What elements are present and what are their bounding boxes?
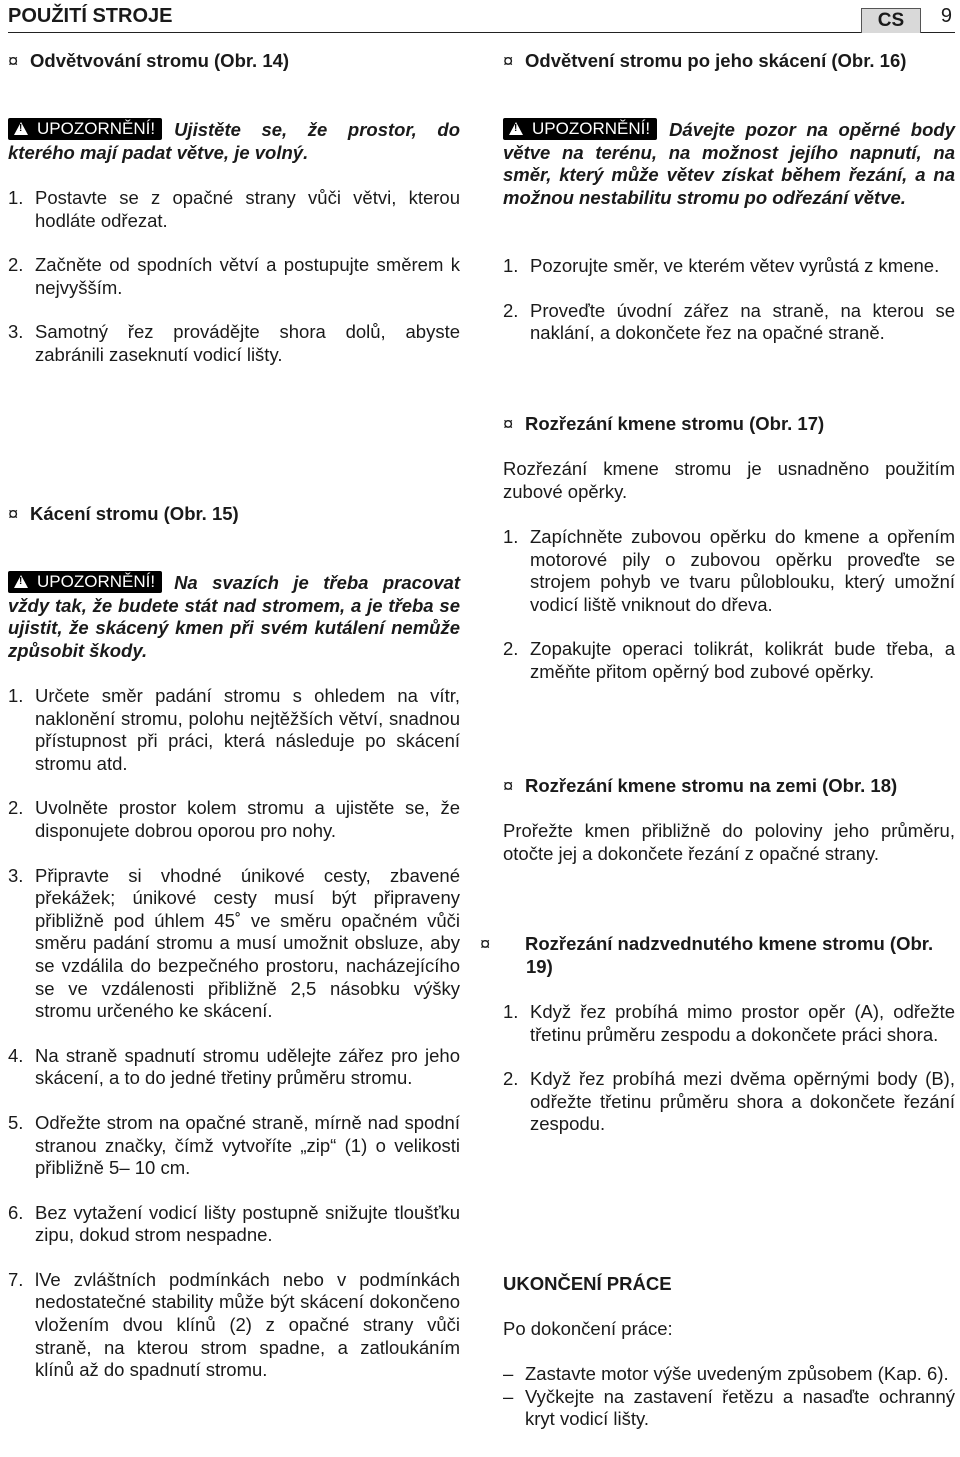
list-item: 1. Pozorujte směr, ve kterém větev vyrůstá z kmene. [503, 255, 940, 276]
section-title: POUŽITÍ STROJE [8, 5, 173, 27]
list-item: 6. Bez vytažení vodicí lišty postupně snižujte tloušťku zipu, dokud strom nespadne. [8, 1201, 460, 1246]
list-item: 5. Odřežte strom na opačné straně, mírně nad spodní stranou značky, čímž vytvoříte „zip“ (1) o velikosti přibližně 5– 10 cm. [8, 1111, 460, 1179]
bullet-icon: ¤ [503, 50, 514, 71]
heading-ukonceni: UKONČENÍ PRÁCE [503, 1273, 672, 1294]
list-item: 2. Zopakujte operaci tolikrát, kolikrát bude třeba, a změňte přitom opěrný bod zubové opěrky. [503, 638, 955, 682]
text-s18: Prořežte kmen přibližně do poloviny jeho průměru, otočte jej a dokončete řezání z opačné strany. [503, 820, 955, 864]
list-s17 [503, 526, 955, 684]
warning-s15: !UPOZORNĚNÍ! Na svazích je třeba pracovat vždy tak, že budete stát nad stromem, a je třeba se ujistit, že skácený kmen při svém kutálení nemůže způsobit škody. [8, 571, 460, 662]
bullet-icon: ¤ [503, 775, 514, 796]
heading-rozrezani-zem: ¤ Rozřezání kmene stromu na zemi (Obr. 18) [503, 775, 898, 796]
list-s16 [503, 255, 955, 345]
warning-badge: !UPOZORNĚNÍ! [8, 118, 162, 140]
list-item: 1. Když řez probíhá mimo prostor opěr (A), odřežte třetinu průměru zespodu a dokončete práci shora. [503, 1001, 955, 1045]
list-s19 [503, 1001, 955, 1136]
list-end [503, 1363, 955, 1431]
warning-triangle-icon [509, 122, 523, 135]
list-item: 4. Na straně spadnutí stromu udělejte zářez pro jeho skácení, a to do jedné třetiny průměru stromu. [8, 1044, 460, 1089]
list-item: 2. Uvolněte prostor kolem stromu a ujistěte se, že disponujete dobrou oporou pro nohy. [8, 797, 460, 841]
list-item: 2. Proveďte úvodní zářez na straně, na kterou se naklání, a dokončete řez na opačné straně. [503, 299, 955, 344]
heading-odvetvovani: ¤ Odvětvování stromu (Obr. 14) [8, 50, 290, 71]
heading-odvetveni: ¤ Odvětvení stromu po jeho skácení (Obr. 16) [503, 50, 907, 71]
warning-triangle-icon [14, 122, 28, 135]
language-tab: CS [861, 8, 921, 33]
list-item: 3. Připravte si vhodné únikové cesty, zbavené překážek; únikové cesty musí být připraveny přibližně pod úhlem 45˚ ve směru opačném vůči směru padání stromu a musí umožnit obsluze, aby se vzdálila do bezpečného prostoru, nacházejícího se ve vzdálenosti přibližně 2,5 násobku výšky stromu určeného ke skácení. [8, 864, 460, 1022]
bullet-icon: ¤ [503, 413, 514, 434]
heading-kaceni: ¤ Kácení stromu (Obr. 15) [8, 503, 239, 524]
page-header [8, 0, 955, 33]
warning-badge: !UPOZORNĚNÍ! [8, 571, 162, 593]
heading-rozrezani: ¤ Rozřezání kmene stromu (Obr. 17) [503, 413, 825, 434]
heading-rozrezani-nadzvednuteho: ¤ Rozřezání nadzvednutého kmene stromu (Obr. 19) [480, 933, 934, 977]
list-item: 2. Začněte od spodních větví a postupujte směrem k nejvyšším. [8, 254, 460, 298]
list-item: 1. Zapíchněte zubovou opěrku do kmene a opřením motorové pily o zubovou opěrku proveďte se strojem pohyb ve tvaru půloblouku, který umožní vodicí liště vniknout do dřeva. [503, 526, 955, 615]
list-item: 1. Určete směr padání stromu s ohledem na vítr, naklonění stromu, polohu nejtěžších větví, snadnou přístupnost při práci, která následuje po skácení stromu atd. [8, 685, 460, 774]
warning-badge: !UPOZORNĚNÍ! [503, 118, 657, 140]
warning-s14: !UPOZORNĚNÍ! Ujistěte se, že prostor, do kterého mají padat větve, je volný. [8, 118, 460, 164]
list-item: 7. lVe zvláštních podmínkách nebo v podmínkách nedostatečné stability může být skácení dokončeno vložením dvou klínů (2) z opačné strany vůči straně, na kterou strom spadne, a zatloukáním klínů až do spadnutí stromu. [8, 1268, 460, 1381]
list-item: – Vyčkejte na zastavení řetězu a nasaďte ochranný kryt vodicí lišty. [503, 1385, 955, 1430]
page-number: 9 [940, 5, 952, 27]
list-s15 [8, 685, 460, 1382]
bullet-icon: ¤ [8, 50, 19, 71]
bullet-icon: ¤ [8, 503, 19, 524]
warning-triangle-icon [14, 575, 28, 588]
list-item: 1. Postavte se z opačné strany vůči větvi, kterou hodláte odřezat. [8, 187, 460, 231]
list-s14 [8, 187, 460, 367]
list-item: 2. Když řez probíhá mezi dvěma opěrnými body (B), odřežte třetinu průměru shora a dokončete řezání zespodu. [503, 1068, 955, 1135]
intro-end: Po dokončení práce: [503, 1318, 673, 1339]
list-item: – Zastavte motor výše uvedeným způsobem (Kap. 6). [503, 1363, 949, 1384]
bullet-icon: ¤ [480, 933, 491, 954]
warning-s16: !UPOZORNĚNÍ! Dávejte pozor na opěrné body větve na terénu, na možnost jejího napnutí, na směr, který může větev získat během řezání, a na možnou nestabilitu stromu po odřezání větve. [503, 118, 955, 209]
list-item: 3. Samotný řez provádějte shora dolů, abyste zabránili zaseknutí vodicí lišty. [8, 321, 460, 365]
intro-s17: Rozřezání kmene stromu je usnadněno použitím zubové opěrky. [503, 458, 955, 502]
